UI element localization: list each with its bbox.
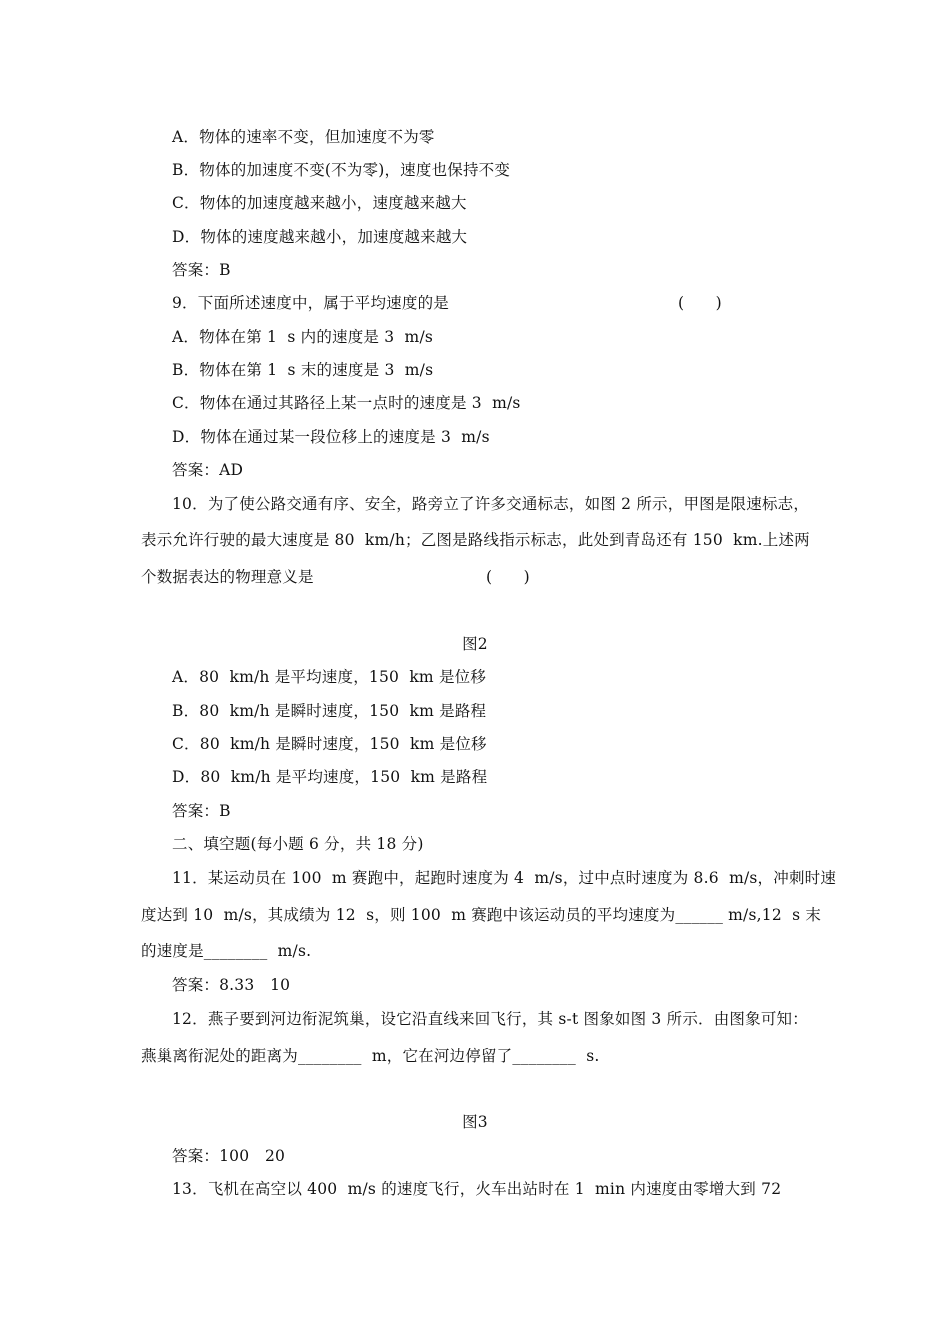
q8-option-c: C．物体的加速度越来越小，速度越来越大 — [172, 194, 467, 212]
figure-3-caption: 图3 — [462, 1113, 488, 1131]
q8-option-a: A．物体的速率不变，但加速度不为零 — [172, 128, 435, 146]
q10-stem-line1: 10．为了使公路交通有序、安全，路旁立了许多交通标志，如图 2 所示，甲图是限速标志， — [172, 495, 810, 513]
q9-option-c: C．物体在通过其路径上某一点时的速度是 3 m/s — [172, 394, 521, 412]
q9-answer-bracket: ( ) — [678, 294, 722, 312]
q9-option-a: A．物体在第 1 s 内的速度是 3 m/s — [172, 328, 434, 346]
q10-option-d: D．80 km/h 是平均速度，150 km 是路程 — [172, 768, 488, 786]
q12-answer: 答案：100 20 — [172, 1147, 286, 1165]
q10-stem-line3: 个数据表达的物理意义是 — [141, 568, 314, 586]
q9-option-b: B．物体在第 1 s 末的速度是 3 m/s — [172, 361, 434, 379]
q10-option-b: B．80 km/h 是瞬时速度，150 km 是路程 — [172, 702, 487, 720]
q13-stem-line1: 13．飞机在高空以 400 m/s 的速度飞行，火车出站时在 1 min 内速度由零增大到 72 — [172, 1180, 782, 1198]
q12-stem-line2: 燕巢离衔泥处的距离为________ m，它在河边停留了________ s. — [141, 1047, 600, 1065]
q10-option-c: C．80 km/h 是瞬时速度，150 km 是位移 — [172, 735, 487, 753]
q10-answer-bracket: ( ) — [486, 568, 530, 586]
q11-stem-line2: 度达到 10 m/s，其成绩为 12 s，则 100 m 赛跑中该运动员的平均速度为______ m/s,12 s 末 — [141, 906, 822, 924]
q9-stem: 9．下面所述速度中，属于平均速度的是 — [172, 294, 449, 312]
q8-option-b: B．物体的加速度不变(不为零)，速度也保持不变 — [172, 161, 511, 179]
figure-2-caption: 图2 — [462, 635, 488, 653]
q9-answer: 答案：AD — [172, 461, 244, 479]
q8-answer: 答案：B — [172, 261, 231, 279]
q9-option-d: D．物体在通过某一段位移上的速度是 3 m/s — [172, 428, 490, 446]
section-heading-fill-in: 二、填空题(每小题 6 分，共 18 分) — [172, 835, 424, 853]
q10-option-a: A．80 km/h 是平均速度，150 km 是位移 — [172, 668, 487, 686]
q10-answer: 答案：B — [172, 802, 231, 820]
q12-stem-line1: 12．燕子要到河边衔泥筑巢，设它沿直线来回飞行，其 s-t 图象如图 3 所示．由图象可知： — [172, 1010, 808, 1028]
q10-stem-line2: 表示允许行驶的最大速度是 80 km/h；乙图是路线指示标志，此处到青岛还有 150 km.上述两 — [141, 531, 810, 549]
q11-stem-line1: 11．某运动员在 100 m 赛跑中，起跑时速度为 4 m/s，过中点时速度为 8.6 m/s，冲刺时速 — [172, 869, 837, 887]
q11-answer: 答案：8.33 10 — [172, 976, 291, 994]
q8-option-d: D．物体的速度越来越小，加速度越来越大 — [172, 228, 468, 246]
q11-stem-line3: 的速度是________ m/s. — [141, 942, 312, 960]
